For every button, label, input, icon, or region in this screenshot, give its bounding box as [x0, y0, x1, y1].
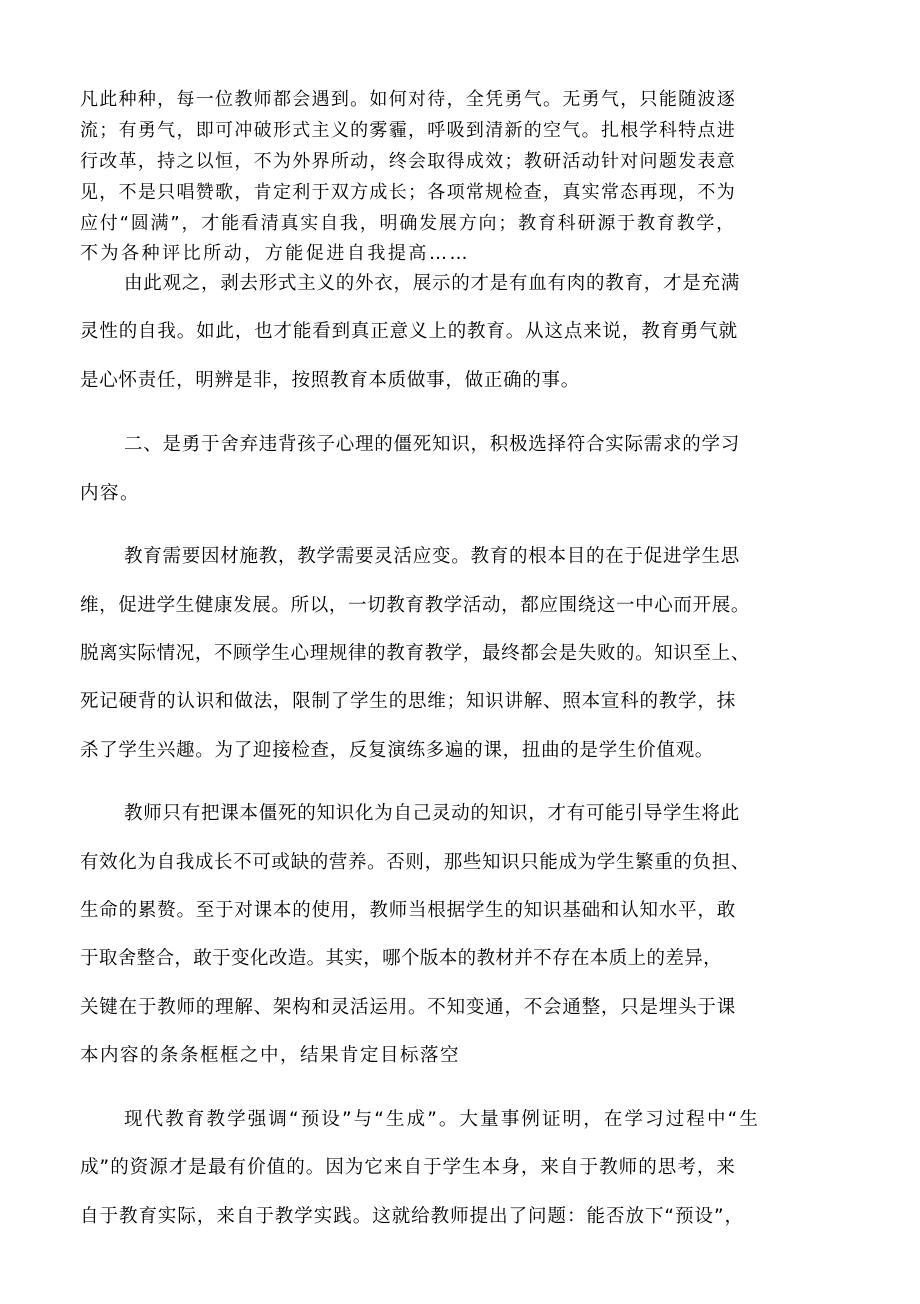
text-line: 杀了学生兴趣。为了迎接检查，反复演练多遍的课，扭曲的是学生价值观。 [80, 740, 714, 761]
text-line: 行改革，持之以恒，不为外界所动，终会取得成效；教研活动针对问题发表意 [80, 151, 736, 172]
text-line: 见，不是只唱赞歌，肯定利于双方成长；各项常规检查，真实常态再现，不为 [80, 182, 736, 203]
text-line: 死记硬背的认识和做法，限制了学生的思维；知识讲解、照本宣科的教学，抹 [80, 691, 736, 712]
text-line: 不为各种评比所动，方能促进自我提高…… [80, 243, 470, 264]
text-line: 应付“圆满”，才能看清真实自我，明确发展方向；教育科研源于教育教学， [80, 213, 736, 234]
text-line: 教育需要因材施教，教学需要灵活应变。教育的根本目的在于促进学生思 [124, 546, 740, 567]
text-line: 有效化为自我成长不可或缺的营养。否则，那些知识只能成为学生繁重的负担、 [80, 852, 750, 873]
text-line: 是心怀责任，明辨是非，按照教育本质做事，做正确的事。 [80, 370, 580, 391]
text-line: 由此观之，剥去形式主义的外衣，展示的才是有血有肉的教育，才是充满 [124, 273, 740, 294]
text-line: 本内容的条条框框之中，结果肯定目标落空 [80, 1045, 460, 1066]
text-line: 成”的资源才是最有价值的。因为它来自于学生本身，来自于教师的思考，来 [80, 1157, 736, 1178]
text-line: 于取舍整合，敢于变化改造。其实，哪个版本的教材并不存在本质上的差异， [80, 948, 722, 969]
text-line: 自于教育实际，来自于教学实践。这就给教师提出了问题：能否放下“预设”， [80, 1206, 744, 1227]
text-line: 维，促进学生健康发展。所以，一切教育教学活动，都应围绕这一中心而开展。 [80, 595, 750, 616]
text-line: 脱离实际情况，不顾学生心理规律的教育教学，最终都会是失败的。知识至上、 [80, 643, 750, 664]
text-line: 灵性的自我。如此，也才能看到真正意义上的教育。从这点来说，教育勇气就 [80, 321, 738, 342]
text-line: 现代教育教学强调“预设”与“生成”。大量事例证明，在学习过程中“生 [124, 1109, 760, 1130]
text-line: 生命的累赘。至于对课本的使用，教师当根据学生的知识基础和认知水平，敢 [80, 900, 736, 921]
text-line: 关键在于教师的理解、架构和灵活运用。不知变通，不会通整，只是埋头于课 [80, 997, 736, 1018]
text-line: 教师只有把课本僵死的知识化为自己灵动的知识，才有可能引导学生将此 [124, 803, 740, 824]
section-heading: 内容。 [80, 483, 140, 504]
text-line: 流；有勇气，即可冲破形式主义的雾霾，呼吸到清新的空气。扎根学科特点进 [80, 120, 736, 141]
text-line: 凡此种种，每一位教师都会遇到。如何对待，全凭勇气。无勇气，只能随波逐 [80, 89, 736, 110]
section-heading: 二、是勇于舍弃违背孩子心理的僵死知识，积极选择符合实际需求的学习 [124, 434, 740, 455]
